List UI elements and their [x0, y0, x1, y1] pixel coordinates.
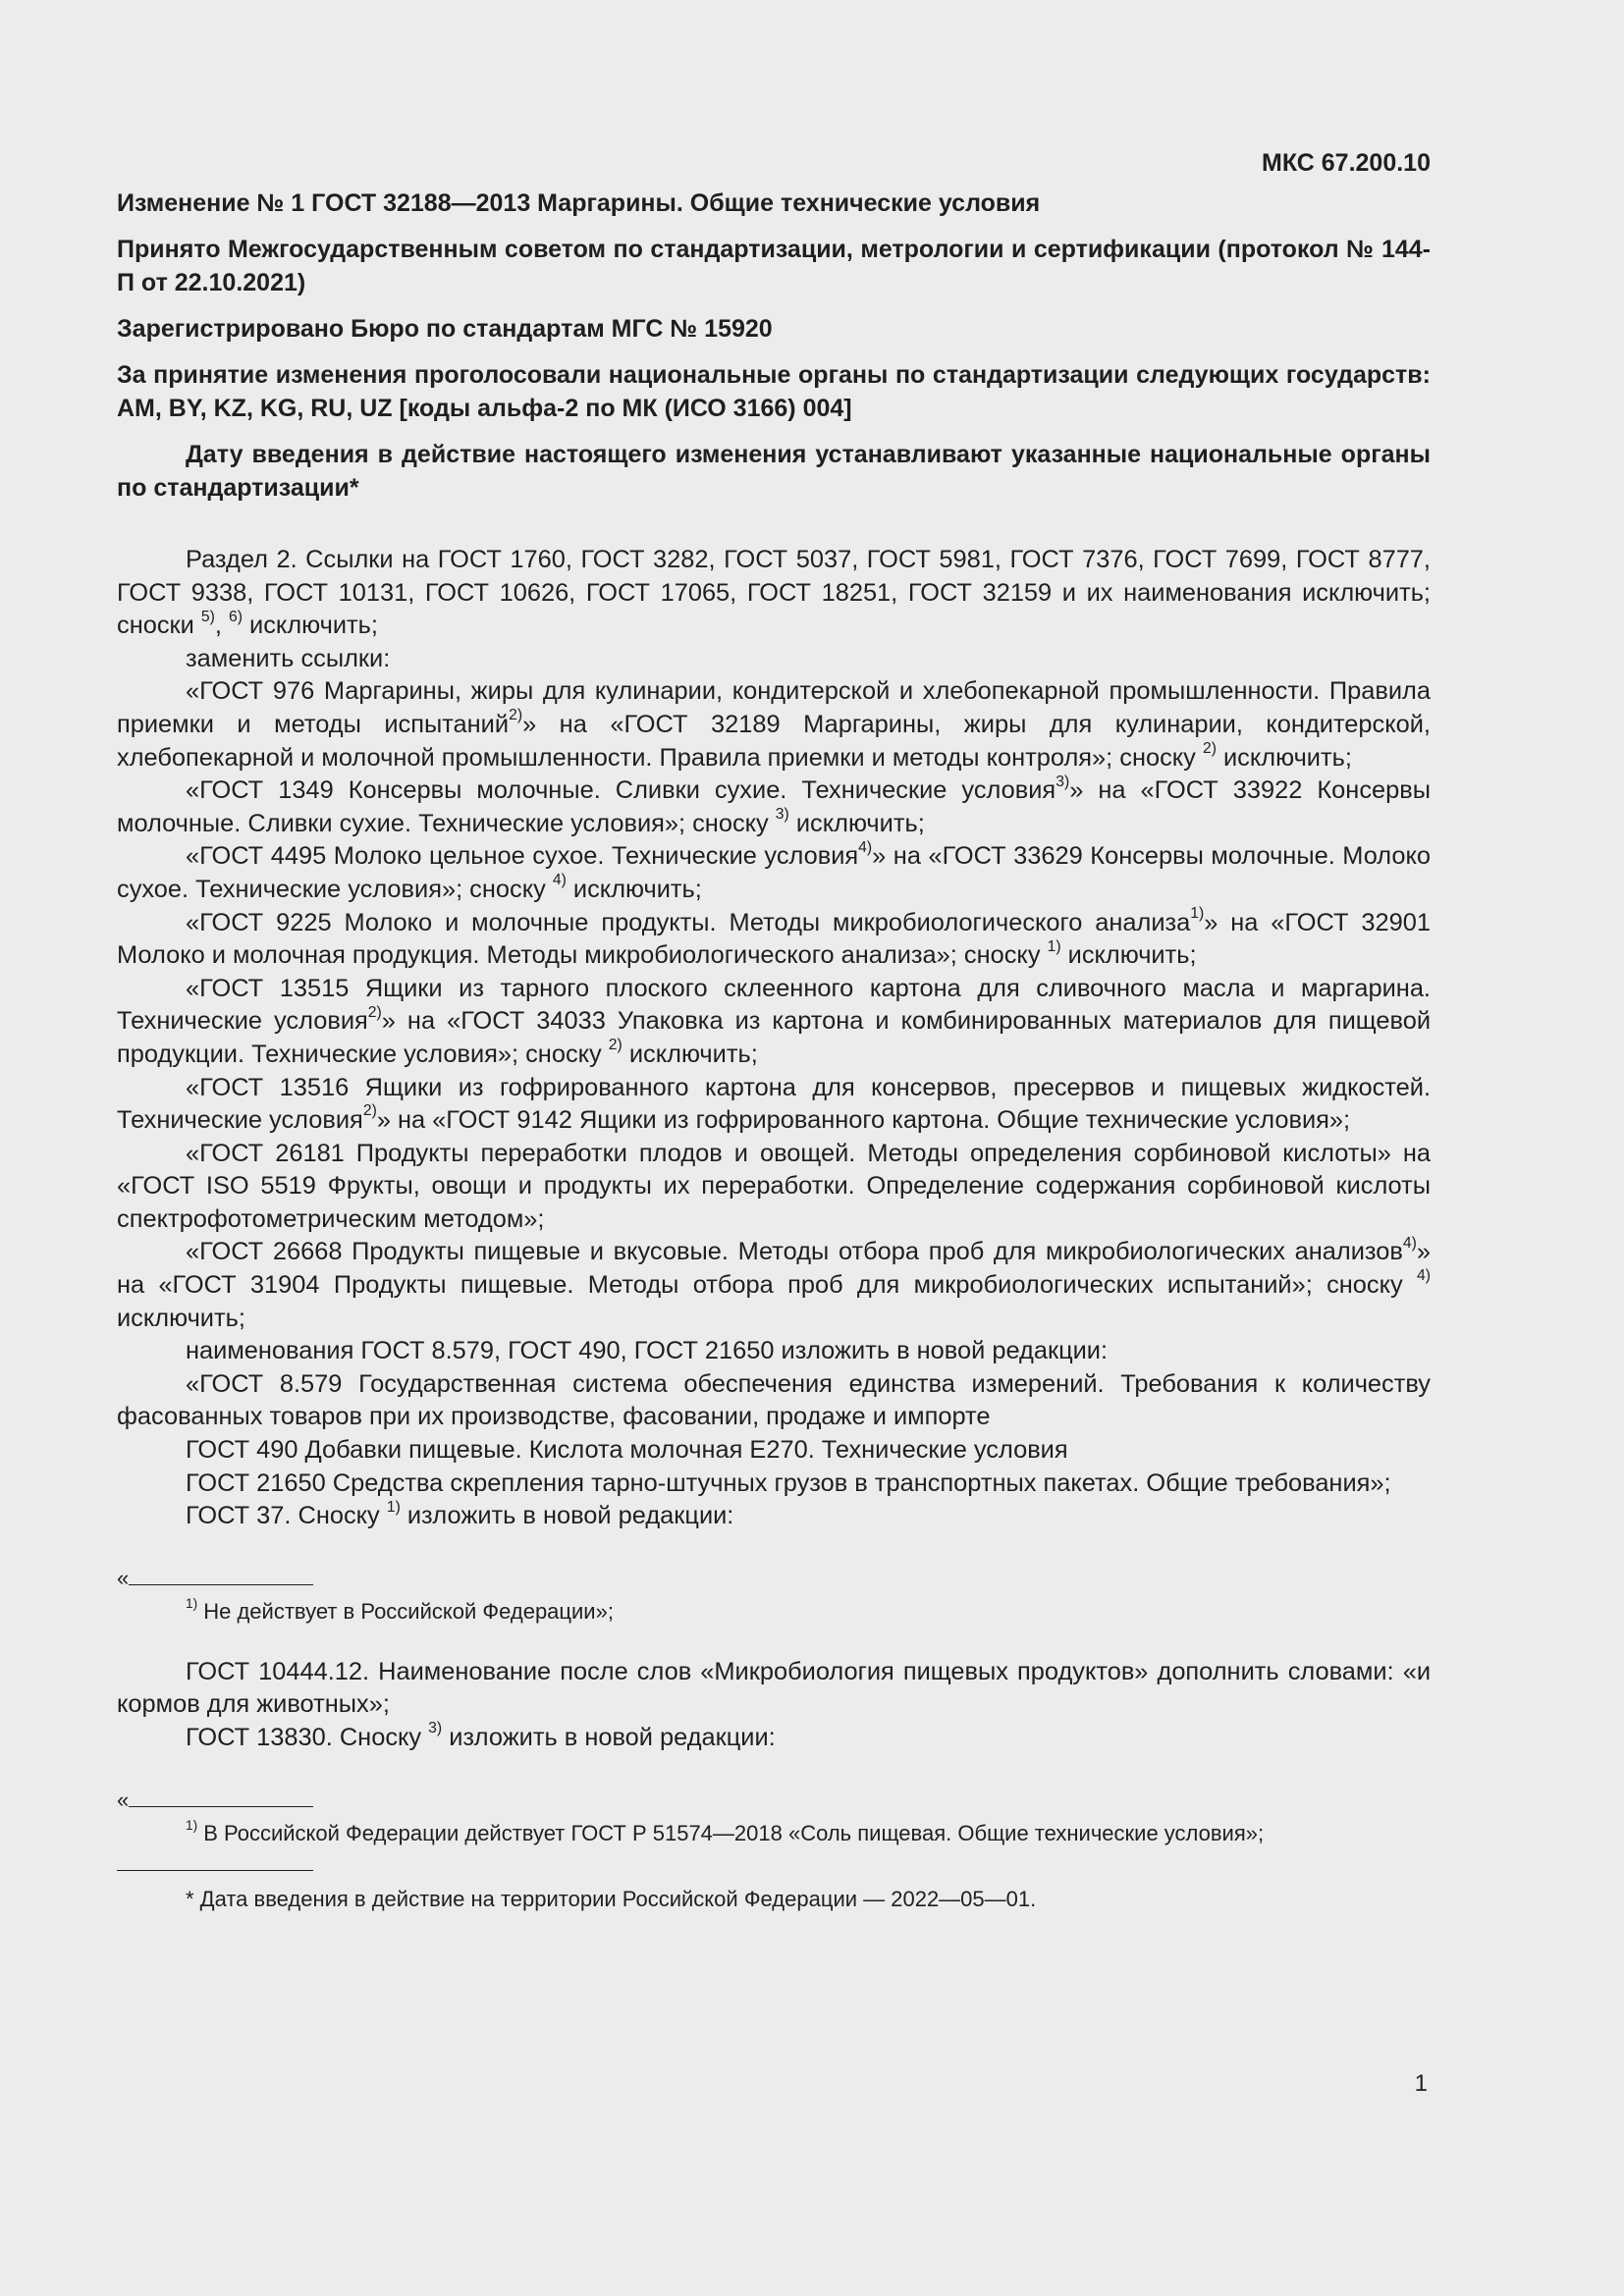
paragraph-gost-10444-12: ГОСТ 10444.12. Наименование после слов «Микробиология пищевых продуктов» дополнить словами: «и кормов для животных»;: [117, 1657, 1431, 1719]
paragraph-gost-37: ГОСТ 37. Сноску $^{1)}$ изложить в новой редакции:: [186, 1498, 734, 1530]
paragraph-replace-refs: заменить ссылки:: [186, 644, 391, 672]
paragraph-gost-4495: «ГОСТ 4495 Молоко цельное сухое. Технические условия$^{4)}$» на «ГОСТ 33629 Консервы молочные. Молоко сухое. Технические условия»; сноску $^{4)}$ исключить;: [117, 838, 1431, 903]
paragraph-section-2: Раздел 2. Ссылки на ГОСТ 1760, ГОСТ 3282, ГОСТ 5037, ГОСТ 5981, ГОСТ 7376, ГОСТ 7699, ГОСТ 8777, ГОСТ 9338, ГОСТ 10131, ГОСТ 10626, ГОСТ 17065, ГОСТ 18251, ГОСТ 32159 и их наименования исключить; сноски $^{5)}$, $^{6)}$ исключить;: [117, 546, 1431, 640]
footnote-ref: 1): [386, 1498, 401, 1516]
paragraph-gost-13515: «ГОСТ 13515 Ящики из тарного плоского склеенного картона для сливочного масла и маргарина. Технические условия$^{2)}$» на «ГОСТ 34033 Упаковка из картона и комбинированных материалов для пищевой продукции. Технические условия»; сноску $^{2)}$ исключить;: [117, 974, 1431, 1068]
paragraph-gost-13830: ГОСТ 13830. Сноску $^{3)}$ изложить в новой редакции:: [186, 1720, 776, 1751]
footnote-ref: 5): [200, 608, 215, 625]
voting-states: За принятие изменения проголосовали национальные органы по стандартизации следующих государств: AM, BY, KZ, KG, RU, UZ [коды альфа-2 по МК (ИСО 3166) 004]: [117, 361, 1431, 422]
registered-by: Зарегистрировано Бюро по стандартам МГС № 15920: [117, 315, 773, 343]
effective-date-intro: Дату введения в действие настоящего изменения устанавливают указанные национальные органы по стандартизации*: [117, 441, 1431, 502]
footnote-ref: 3): [428, 1720, 443, 1737]
footnote-ref: 4): [858, 838, 873, 856]
footnote-ref: 4): [1402, 1234, 1417, 1252]
footnote-ref: 3): [775, 806, 789, 824]
footnote-ref: 2): [1202, 739, 1217, 757]
amendment-title: Изменение № 1 ГОСТ 32188—2013 Маргарины. Общие технические условия: [117, 189, 1041, 217]
paragraph-gost-8579: «ГОСТ 8.579 Государственная система обеспечения единства измерений. Требования к количеству фасованных товаров при их производстве, фасовании, продаже и импорте: [117, 1369, 1431, 1431]
footnote-ref: 4): [1417, 1267, 1431, 1285]
footnote-rule: [129, 1806, 313, 1807]
footnote-ref: 1): [1190, 904, 1205, 922]
footnote-mark: 1): [186, 1595, 198, 1611]
footnote-ref: 2): [362, 1102, 377, 1120]
paragraph-gost-9225: «ГОСТ 9225 Молоко и молочные продукты. Методы микробиологического анализа$^{1)}$» на «ГОСТ 32901 Молоко и молочная продукция. Методы микробиологического анализа»; сноску $^{1)}$ исключить;: [117, 904, 1431, 970]
paragraph-gost-26668: «ГОСТ 26668 Продукты пищевые и вкусовые. Методы отбора проб для микробиологических анализов$^{4)}$» на «ГОСТ 31904 Продукты пищевые. Методы отбора проб для микробиологических испытаний»; сноску $^{4)}$ исключить;: [117, 1234, 1431, 1332]
amendment-body: [117, 544, 1431, 1914]
paragraph-gost-26181: «ГОСТ 26181 Продукты переработки плодов и овощей. Методы определения сорбиновой кислоты» на «ГОСТ ISO 5519 Фрукты, овощи и продукты их переработки. Определение содержания сорбиновой кислоты спектрофотометрическим методом»;: [117, 1139, 1431, 1233]
footnote-ref: 6): [229, 608, 243, 625]
paragraph-gost-13516: «ГОСТ 13516 Ящики из гофрированного картона для консервов, пресервов и пищевых жидкостей. Технические условия$^{2)}$» на «ГОСТ 9142 Ящики из гофрированного картона. Общие технические условия»;: [117, 1073, 1431, 1135]
footnote-ref: 4): [552, 872, 567, 889]
footnote-separator: [117, 1785, 1431, 1811]
paragraph-gost-21650: ГОСТ 21650 Средства скрепления тарно-штучных грузов в транспортных пакетах. Общие требования»;: [186, 1468, 1391, 1497]
footnote-ref: 2): [509, 707, 523, 724]
footnote-gost-13830: $^{1)}$ В Российской Федерации действует ГОСТ Р 51574—2018 «Соль пищевая. Общие технические условия»;: [186, 1817, 1265, 1845]
footnote-ref: 2): [367, 1003, 382, 1021]
paragraph-new-names: наименования ГОСТ 8.579, ГОСТ 490, ГОСТ 21650 изложить в новой редакции:: [186, 1337, 1109, 1365]
mks-code: МКС 67.200.10: [1262, 149, 1431, 177]
footnote-gost-37: $^{1)}$ Не действует в Российской Федерации»;: [186, 1595, 614, 1624]
footnote-ref: 2): [608, 1037, 623, 1054]
page-content: [117, 147, 1431, 1914]
page-number: 1: [1414, 2070, 1428, 2097]
paragraph-gost-976: «ГОСТ 976 Маргарины, жиры для кулинарии, кондитерской и хлебопекарной промышленности. Правила приемки и методы испытаний$^{2)}$» на «ГОСТ 32189 Маргарины, жиры для кулинарии, кондитерской, хлебопекарной и молочной промышленности. Правила приемки и методы контроля»; сноску $^{2)}$ исключить;: [117, 677, 1431, 772]
adopted-by: Принято Межгосударственным советом по стандартизации, метрологии и сертификации (протокол № 144-П от 22.10.2021): [117, 236, 1431, 296]
footnote-rule: [129, 1584, 313, 1585]
footnote-ref: 3): [1056, 773, 1070, 790]
opening-quote: «: [117, 1787, 130, 1812]
paragraph-gost-490: ГОСТ 490 Добавки пищевые. Кислота молочная Е270. Технические условия: [186, 1436, 1068, 1465]
footnote-ref: 1): [1047, 937, 1061, 955]
page-footnote-rule: [117, 1870, 313, 1871]
footnote-separator: [117, 1563, 1431, 1589]
effective-date-footnote: * Дата введения в действие на территории Российской Федерации — 2022—05—01.: [186, 1886, 1037, 1911]
footnote-mark: 1): [186, 1817, 198, 1833]
opening-quote: «: [117, 1565, 130, 1590]
paragraph-gost-1349: «ГОСТ 1349 Консервы молочные. Сливки сухие. Технические условия$^{3)}$» на «ГОСТ 33922 Консервы молочные. Сливки сухие. Технические условия»; сноску $^{3)}$ исключить;: [117, 773, 1431, 837]
